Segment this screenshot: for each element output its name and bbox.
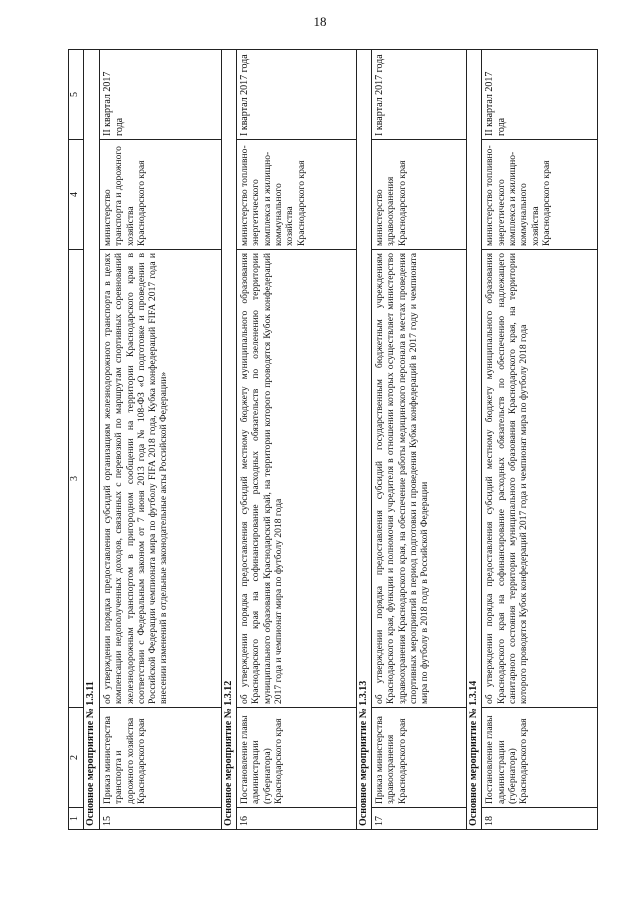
row-number: 15 [99,808,221,830]
section-title: Основное мероприятие № 1.3.13 [356,50,371,830]
events-table [68,49,598,830]
executor: министерство здравоохранения Краснодарского края [372,140,467,250]
section-title: Основное мероприятие № 1.3.11 [84,50,99,830]
section-row [221,50,236,830]
due-date: I квартал 2017 года [237,50,357,140]
section-row [84,50,99,830]
due-date: I квартал 2017 года [372,50,467,140]
rotated-table-container [68,50,598,830]
section-title: Основное мероприятие № 1.3.14 [466,50,481,830]
header-cell: 4 [69,140,84,250]
executor: министерство топливно-энергетического комплекса и жилищно-коммунального хозяйства Краснодарского края [237,140,357,250]
page-number: 18 [313,14,327,29]
header-cell: 5 [69,50,84,140]
table-row [482,50,598,830]
row-number: 17 [372,808,467,830]
row-number: 18 [482,808,598,830]
document-type: Приказ министерства транспорта и дорожного хозяйства Краснодарского края [99,708,221,808]
section-title: Основное мероприятие № 1.3.12 [221,50,236,830]
row-number: 16 [237,808,357,830]
table-row [372,50,467,830]
header-cell: 2 [69,708,84,808]
section-row [356,50,371,830]
executor: министерство топливно-энергетического комплекса и жилищно-коммунального хозяйства Краснодарского края [482,140,598,250]
document-type: Приказ министерства здравоохранения Краснодарского края [372,708,467,808]
table-row [237,50,357,830]
header-cell: 3 [69,250,84,708]
act-description: об утверждении порядка предоставления субсидий местному бюджету муниципального образования Краснодарского края на софинансирование расходных обязательств по обеспечению надлежащего санитарного состояния территории муниципального образования Краснодарского края, на территории которого проводятся Кубок конфедераций 2017 года и чемпионат мира по футболу 2018 года [482,250,598,708]
document-type: Постановление главы администрации (губернатора) Краснодарского края [237,708,357,808]
header-cell: 1 [69,808,84,830]
table-row [99,50,221,830]
header-row [69,50,84,830]
executor: министерство транспорта и дорожного хозяйства Краснодарского края [99,140,221,250]
act-description: об утверждении порядка предоставления субсидий организациям железнодорожного транспорта в целях компенсации недополученных доходов, связанных с перевозкой по маршрутам спортивных соревнований железнодорожным транспортом в пригородном сообщении на территории Краснодарского края в соответствии с Федеральным законом от 7 июня 2013 года № 108-ФЗ «О подготовке и проведении в Российской Федерации чемпионата мира по футболу FIFA 2018 года, Кубка конфедераций FIFA 2017 года и внесении изменений в отдельные законодательные акты Российской Федерации» [99,250,221,708]
due-date: II квартал 2017 года [482,50,598,140]
act-description: об утверждении порядка предоставления субсидий государственным бюджетным учреждениям Краснодарского края, функции и полномочия учредителя в отношении которых осуществляет министерство здравоохранения Краснодарского края, на обеспечение работы медицинского персонала в местах проведения спортивных мероприятий в период подготовки и проведения Кубка конфедераций в 2017 году и чемпионата мира по футболу в 2018 году в Российской Федерации [372,250,467,708]
section-row [466,50,481,830]
act-description: об утверждении порядка предоставления субсидий местному бюджету муниципального образования Краснодарского края на софинансирование расходных обязательств по озеленению территории муниципального образования Краснодарский край, на территории которого проводятся Кубок конфедераций 2017 года и чемпионат мира по футболу 2018 года [237,250,357,708]
due-date: II квартал 2017 года [99,50,221,140]
document-type: Постановление главы администрации (губернатора) Краснодарского края [482,708,598,808]
